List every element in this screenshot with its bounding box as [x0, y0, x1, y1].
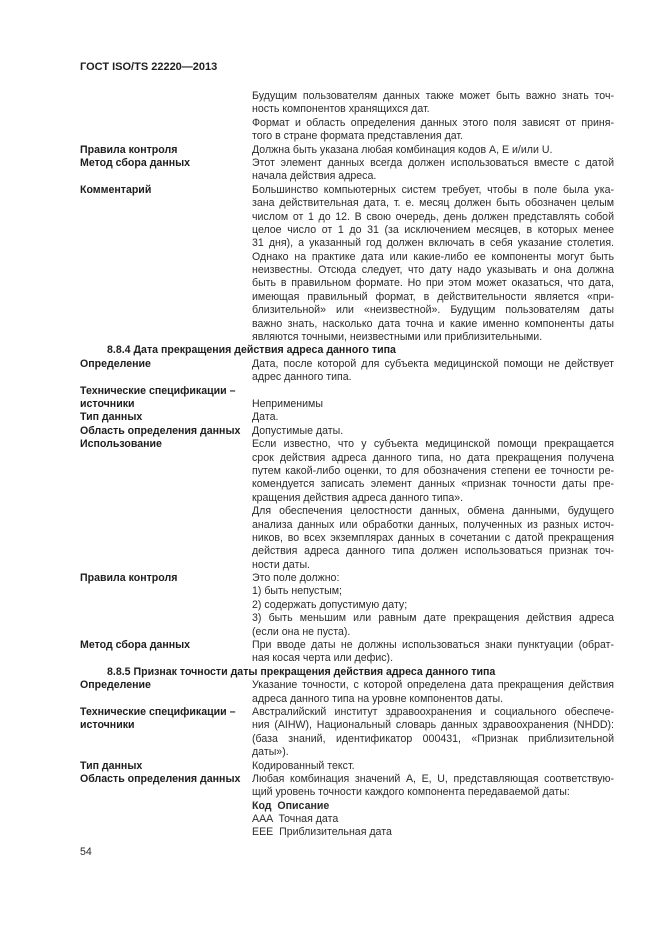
field-value [252, 411, 614, 424]
value-line: срок действия адреса данного типа, но дата прекращения получена [252, 451, 614, 464]
value-line: Любая комбинация значений A, E, U, представляющая соответствую- [252, 772, 614, 785]
value-line: имеющая правильный формат, в действительности является «при- [252, 290, 614, 303]
field-value [252, 438, 614, 572]
field-row [80, 572, 614, 639]
field-label-line: Правила контроля [80, 572, 178, 585]
field-value [252, 184, 614, 345]
field-value [252, 90, 614, 144]
field-row [80, 184, 614, 345]
value-line: Для обеспечения целостности данных, обмена данными, будущего [252, 505, 614, 518]
field-row [80, 639, 614, 666]
field-value [252, 572, 614, 639]
field-label-line: Технические спецификации – [80, 384, 236, 397]
field-label [80, 90, 252, 144]
document-header: ГОСТ ISO/TS 22220—2013 [80, 61, 218, 73]
value-line: Это поле должно: [252, 572, 340, 585]
field-value [252, 144, 614, 157]
field-label-line: Комментарий [80, 183, 152, 196]
value-line: Будущим пользователям данных также может быть важно знать точ- [252, 90, 614, 102]
value-line: Допустимые даты. [252, 424, 344, 437]
value-line: комендуется записать элемент данных «признак точности даты пре- [252, 478, 614, 491]
field-label-line: Метод сбора данных [80, 156, 191, 169]
field-row [80, 438, 614, 572]
code-table-header: Код Описание [252, 799, 330, 812]
value-line: Должна быть указана любая комбинация кодов A, E и/или U. [252, 143, 553, 156]
value-line: щий уровень точности каждого компонента передаваемой даты: [252, 786, 570, 799]
value-line: целое число от 1 до 31 (за исключением месяцев, в которых менее [252, 223, 614, 236]
field-label [80, 385, 252, 398]
field-value [252, 706, 614, 760]
value-line: (если она не пуста). [252, 625, 351, 638]
field-value [252, 157, 614, 184]
value-line: 31 дня), а указанный год должен включать в себя указание столетия. [252, 237, 614, 250]
field-label [80, 144, 252, 157]
field-label-line: Использование [80, 438, 162, 451]
value-line: важно знать, насколько дата точна и какие именно компоненты даты [252, 317, 614, 330]
value-line: Формат и область определения данных этого поля зависят от приня- [252, 116, 614, 129]
value-line: При вводе даты не должны использоваться знаки пунктуации (обрат- [252, 639, 614, 652]
field-label-line [80, 90, 252, 103]
field-value [252, 385, 614, 398]
field-label-line: источники [80, 397, 135, 410]
field-row [80, 679, 614, 706]
value-line: числом от 1 до 12. В свою очередь, день должен представлять собой [252, 210, 614, 223]
field-row [80, 385, 614, 398]
field-label [80, 773, 252, 840]
value-line: 2) содержать допустимую дату; [252, 598, 408, 611]
value-line: анализа данных или обработки данных, полученных из разных источ- [252, 518, 614, 531]
value-line: адрес данного типа. [252, 371, 352, 384]
field-label-line: Определение [80, 679, 151, 692]
value-line: быть в правильном формате. Но при этом может оказаться, что дата, [252, 277, 614, 290]
code-table-row: EEE Приблизительная дата [252, 826, 392, 839]
field-label [80, 425, 252, 438]
value-line: зана действительная дата, т. е. месяц должен быть обозначен целым [252, 197, 614, 210]
field-row [80, 425, 614, 438]
field-label [80, 358, 252, 385]
field-row [80, 706, 614, 760]
field-row [80, 398, 614, 411]
field-row [80, 773, 614, 840]
value-line: Если известно, что у субъекта медицинской помощи прекращается [252, 438, 614, 451]
value-line: путем какой-либо оценки, то для обозначения степени ее точности ре- [252, 464, 614, 477]
value-line: того в стране формата представления дат. [252, 130, 464, 143]
field-row [80, 358, 614, 385]
field-value [252, 639, 614, 666]
field-value [252, 425, 614, 438]
value-line: Указание точности, с которой определена дата прекращения действия [252, 679, 614, 692]
value-line: 1) быть непустым; [252, 585, 343, 598]
value-line: начала действия адреса. [252, 170, 377, 183]
field-row [80, 157, 614, 184]
field-label [80, 157, 252, 184]
field-label [80, 760, 252, 773]
value-line: ность компонентов хранящихся дат. [252, 103, 430, 116]
field-value [252, 773, 614, 840]
value-line: адреса данного типа на уровне компонентов даты. [252, 692, 504, 705]
value-line: ников, во всех экземплярах данных в сочетании с датой прекращения [252, 531, 614, 544]
field-label-line: Правила контроля [80, 143, 178, 156]
field-label [80, 679, 252, 706]
field-label [80, 184, 252, 345]
field-label [80, 572, 252, 639]
field-label-line: Область определения данных [80, 772, 241, 785]
field-label-line: Тип данных [80, 411, 143, 424]
value-line: являются точными, неизвестными или приблизительными. [252, 331, 543, 344]
value-line: ности даты. [252, 558, 311, 571]
page-number: 54 [80, 846, 92, 858]
value-line: Австралийский институт здравоохранения и социального обеспече- [252, 705, 614, 718]
value-line: Дата, после которой для субъекта медицинской помощи не действует [252, 357, 614, 370]
field-label [80, 706, 252, 760]
field-value [252, 398, 614, 411]
value-line: ния (AIHW), Национальный словарь данных здравоохранения (NHDD): [252, 719, 614, 732]
field-label [80, 438, 252, 572]
value-line: Неприменимы [252, 397, 323, 410]
value-line: Дата. [252, 411, 279, 424]
value-line: близительной» или «неизвестной». Будущим пользователям даты [252, 304, 614, 317]
value-line: Этот элемент данных всегда должен использоваться вместе с датой [252, 156, 614, 169]
value-line: Однако на практике дата или какие-либо ее компоненты могут быть [252, 250, 614, 263]
field-row [80, 90, 614, 144]
value-line: неизвестны. Отсюда следует, что дату надо указывать и она должна [252, 264, 614, 277]
document-body [80, 90, 614, 840]
section-heading: 8.8.4 Дата прекращения действия адреса данного типа [107, 344, 396, 357]
field-label-line: Определение [80, 357, 151, 370]
field-label-line: Тип данных [80, 759, 143, 772]
field-row [80, 144, 614, 157]
field-row [80, 760, 614, 773]
value-line: действия адреса данного типа должен использоваться признак точ- [252, 545, 614, 558]
field-value [252, 358, 614, 385]
field-label [80, 398, 252, 411]
code-table-row: AAA Точная дата [252, 813, 339, 826]
section-heading: 8.8.5 Признак точности даты прекращения действия адреса данного типа [107, 665, 496, 678]
value-line: Большинство компьютерных систем требует, чтобы в поле была ука- [252, 183, 614, 196]
value-line: Кодированный текст. [252, 759, 355, 772]
field-row [80, 411, 614, 424]
value-line: даты»). [252, 746, 289, 759]
field-value [252, 760, 614, 773]
field-label-line: источники [80, 719, 135, 732]
field-label [80, 411, 252, 424]
field-label-line: Технические спецификации – [80, 705, 236, 718]
field-label-line: Область определения данных [80, 424, 241, 437]
value-line: (база знаний, идентификатор 000431, «Признак приблизительной [252, 732, 614, 745]
field-value [252, 679, 614, 706]
value-line: 3) быть меньшим или равным дате прекращения действия адреса [252, 612, 614, 625]
value-line: ная косая черта или дефис). [252, 652, 394, 665]
field-label-line: Метод сбора данных [80, 639, 191, 652]
value-line: кращения действия адреса данного типа». [252, 491, 464, 504]
field-label [80, 639, 252, 666]
